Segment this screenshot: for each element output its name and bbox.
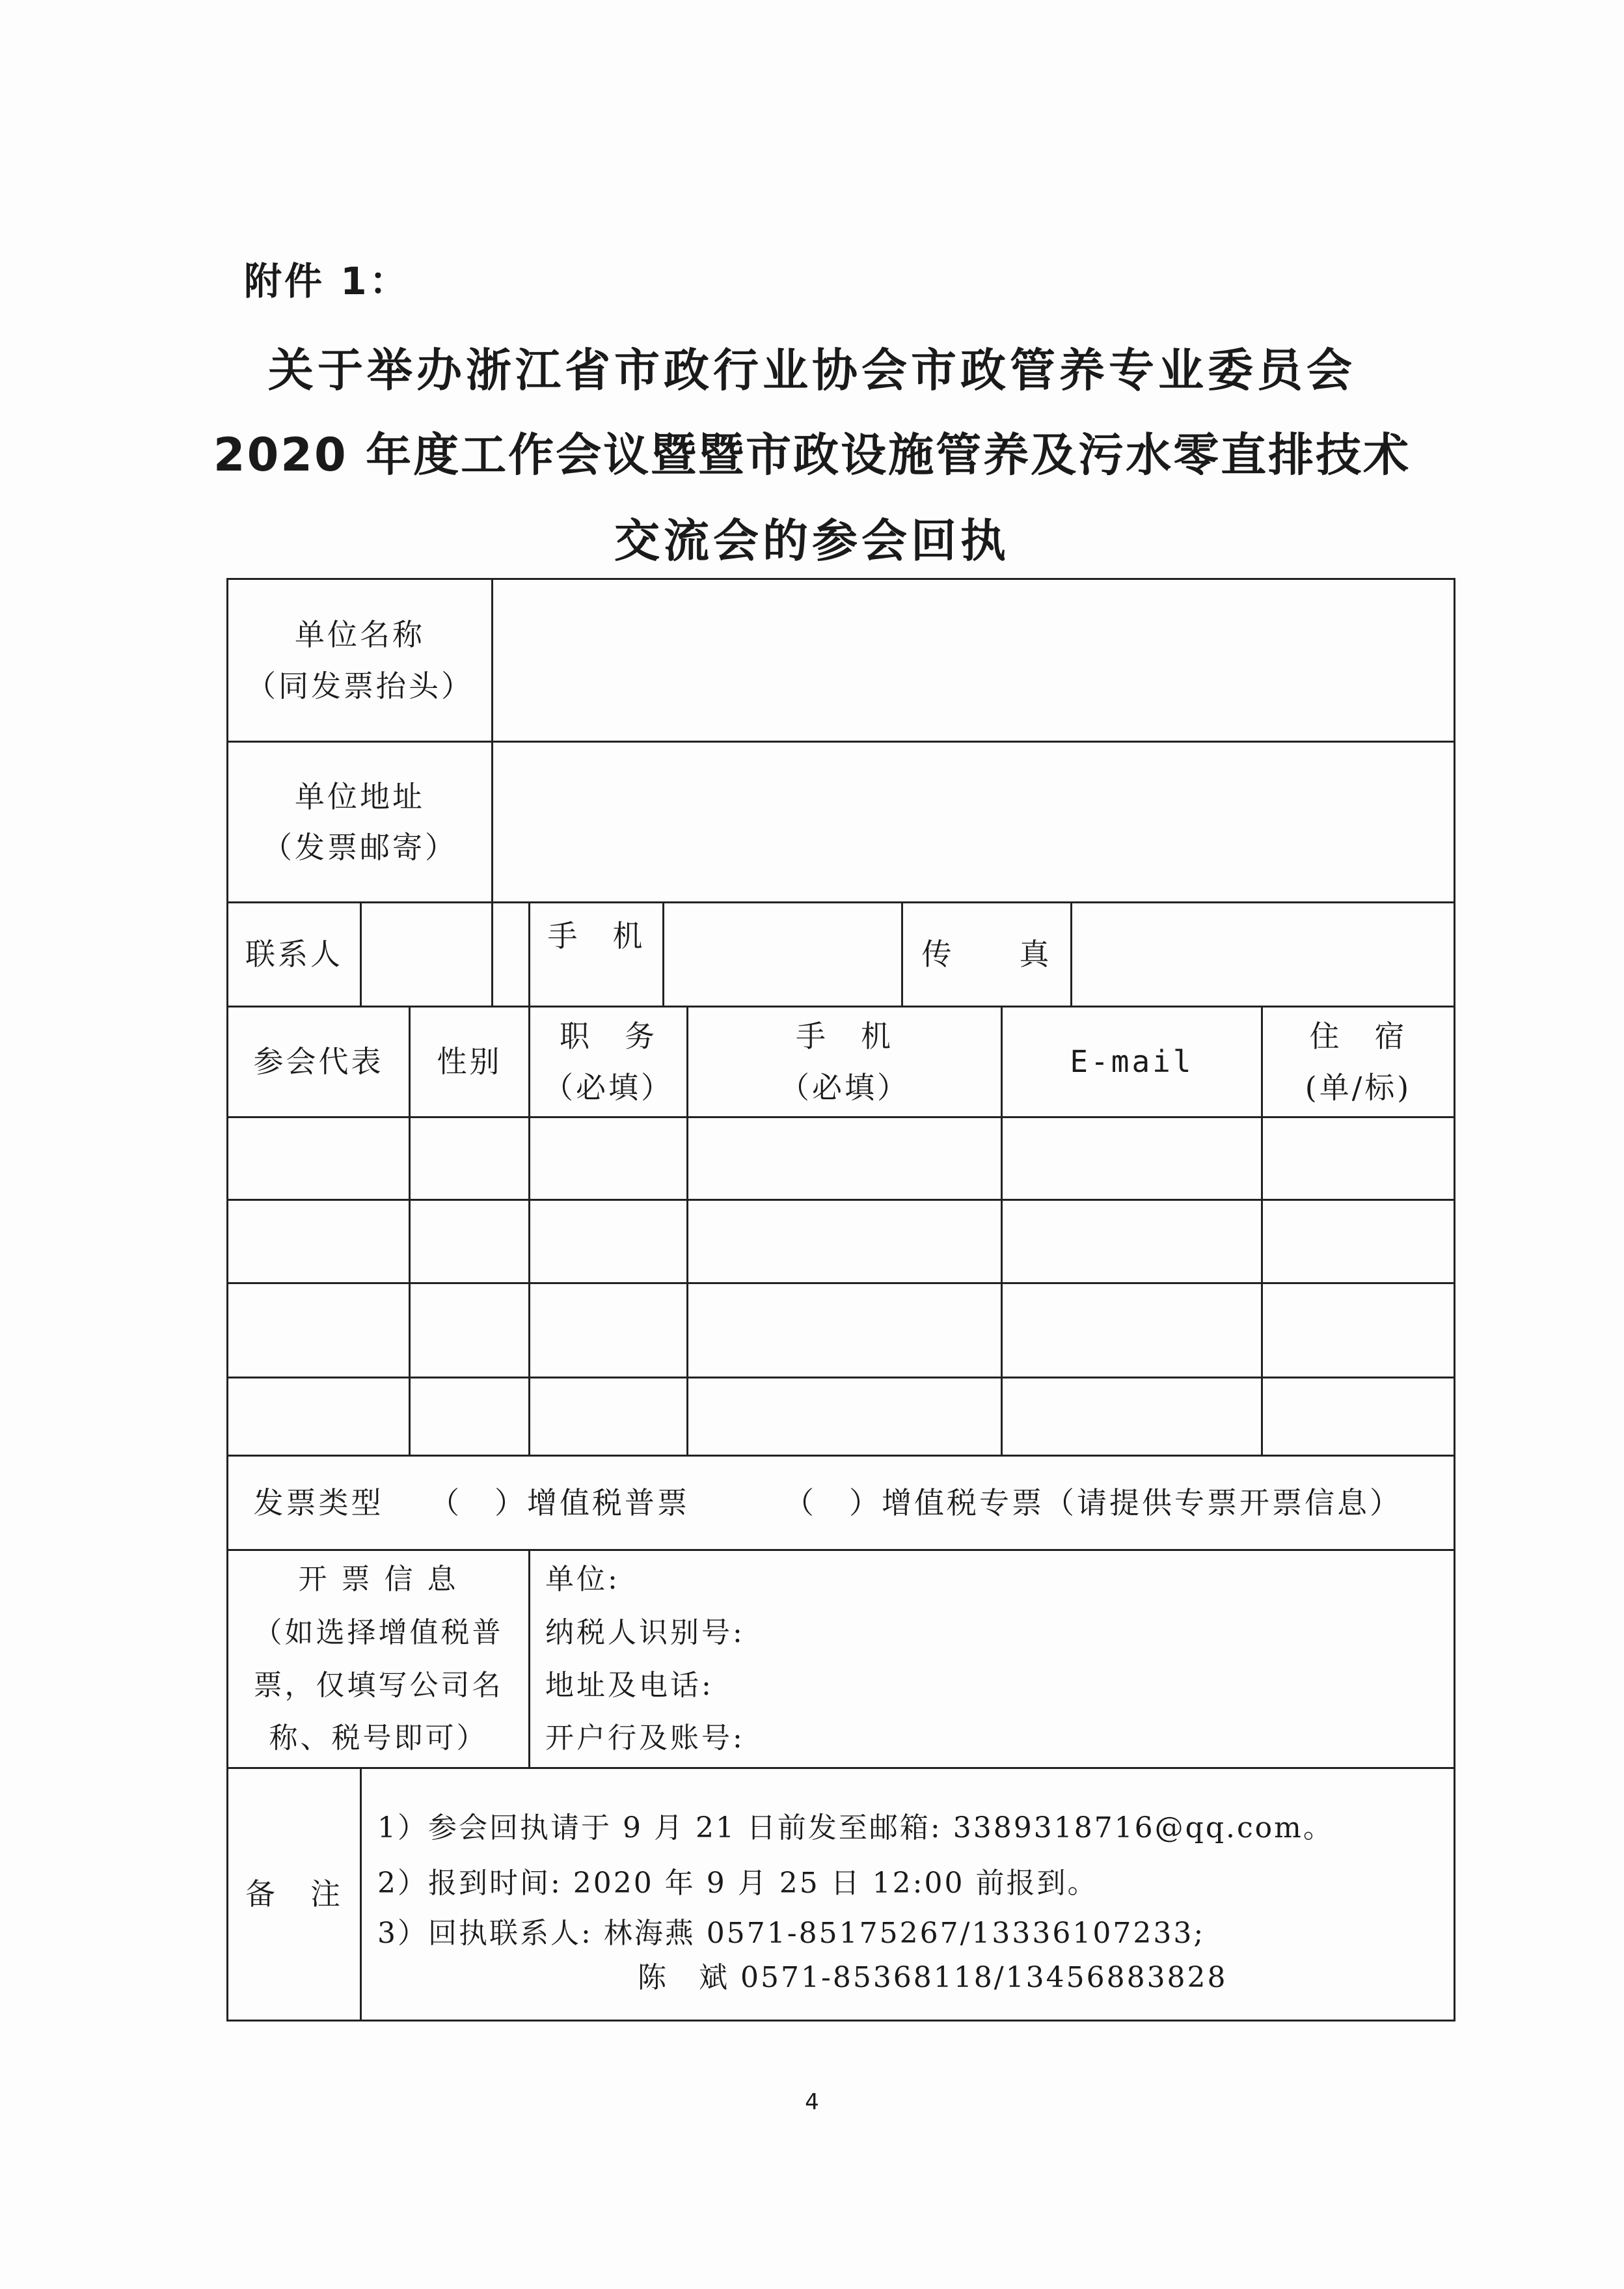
unit-address-label: 单位地址 xyxy=(295,778,425,814)
lodging-header xyxy=(1263,1007,1454,1116)
remark-line-3: 3）回执联系人: 林海燕 0571-85175267/13336107233; xyxy=(377,1917,1206,1950)
invoice-info-label-line: 开 票 信 息 xyxy=(298,1563,459,1597)
unit-address-label-cell xyxy=(228,743,491,901)
fax-field[interactable] xyxy=(1072,903,1454,1006)
remark-line-2: 2）报到时间: 2020 年 9 月 25 日 12:00 前报到。 xyxy=(377,1867,1098,1900)
remarks-label: 备 注 xyxy=(245,1876,343,1912)
unit-name-label-cell xyxy=(228,580,491,741)
unit-name-field[interactable] xyxy=(493,580,1454,741)
unit-name-label: 单位名称 xyxy=(295,617,425,653)
invoice-info-label-line: （如选择增值税普 xyxy=(253,1615,504,1649)
invoice-field-bank-account[interactable]: 开户行及账号: xyxy=(545,1721,745,1755)
row-divider xyxy=(226,1767,1455,1769)
rep-row-2[interactable] xyxy=(228,1201,1454,1282)
invoice-info-fields[interactable] xyxy=(545,1551,1454,1767)
document-title-line-3: 交流会的参会回执 xyxy=(614,514,1010,568)
rep-mobile-header-note: （必填） xyxy=(779,1069,910,1105)
unit-address-field[interactable] xyxy=(493,743,1454,901)
contact-mobile-field[interactable] xyxy=(664,903,901,1006)
invoice-field-taxpayer-id[interactable]: 纳税人识别号: xyxy=(545,1615,745,1649)
invoice-type-label: 发票类型 xyxy=(253,1485,384,1520)
unit-address-note: （发票邮寄） xyxy=(262,830,457,865)
rep-row-3[interactable] xyxy=(228,1284,1454,1377)
contact-mobile-label: 手 机 xyxy=(547,918,645,953)
page-number: 4 xyxy=(805,2089,819,2115)
fax-label: 传 真 xyxy=(921,937,1052,972)
attachment-label: 附件 1： xyxy=(244,259,410,303)
invoice-option-general[interactable]: （ ）增值税普票 xyxy=(429,1485,690,1520)
invoice-field-address-phone[interactable]: 地址及电话: xyxy=(545,1669,714,1702)
rep-mobile-header-label: 手 机 xyxy=(796,1019,893,1054)
invoice-info-label xyxy=(228,1551,528,1767)
rep-row-4[interactable] xyxy=(228,1378,1454,1455)
contact-field[interactable] xyxy=(362,903,528,1006)
column-divider xyxy=(528,1549,530,1767)
rep-mobile-header xyxy=(688,1007,1001,1116)
invoice-info-label-line: 称、税号即可） xyxy=(269,1721,488,1755)
remark-line-4: 陈 斌 0571-85368118/13456883828 xyxy=(638,1961,1228,1994)
invoice-option-special[interactable]: （ ）增值税专票（请提供专票开票信息） xyxy=(784,1485,1402,1520)
column-divider xyxy=(360,1767,362,2022)
lodging-header-note: (单/标) xyxy=(1305,1069,1412,1105)
remark-line-1: 1）参会回执请于 9 月 21 日前发至邮箱: 3389318716@qq.com。 xyxy=(377,1811,1334,1844)
gender-header: 性别 xyxy=(437,1044,502,1080)
lodging-header-label: 住 宿 xyxy=(1309,1019,1407,1054)
invoice-field-unit[interactable]: 单位: xyxy=(545,1563,620,1597)
position-header-note: （必填） xyxy=(543,1069,673,1105)
position-header xyxy=(530,1007,686,1116)
rep-header: 参会代表 xyxy=(253,1044,384,1080)
rep-row-1[interactable] xyxy=(228,1118,1454,1199)
unit-name-note: （同发票抬头） xyxy=(246,668,474,704)
document-title-line-1: 关于举办浙江省市政行业协会市政管养专业委员会 xyxy=(268,344,1356,397)
position-header-label: 职 务 xyxy=(560,1019,657,1054)
invoice-info-label-line: 票，仅填写公司名 xyxy=(253,1669,504,1702)
email-header: E-mail xyxy=(1070,1044,1194,1080)
contact-label: 联系人 xyxy=(245,937,343,972)
document-title-line-2: 2020 年度工作会议暨暨市政设施管养及污水零直排技术 xyxy=(213,428,1411,482)
